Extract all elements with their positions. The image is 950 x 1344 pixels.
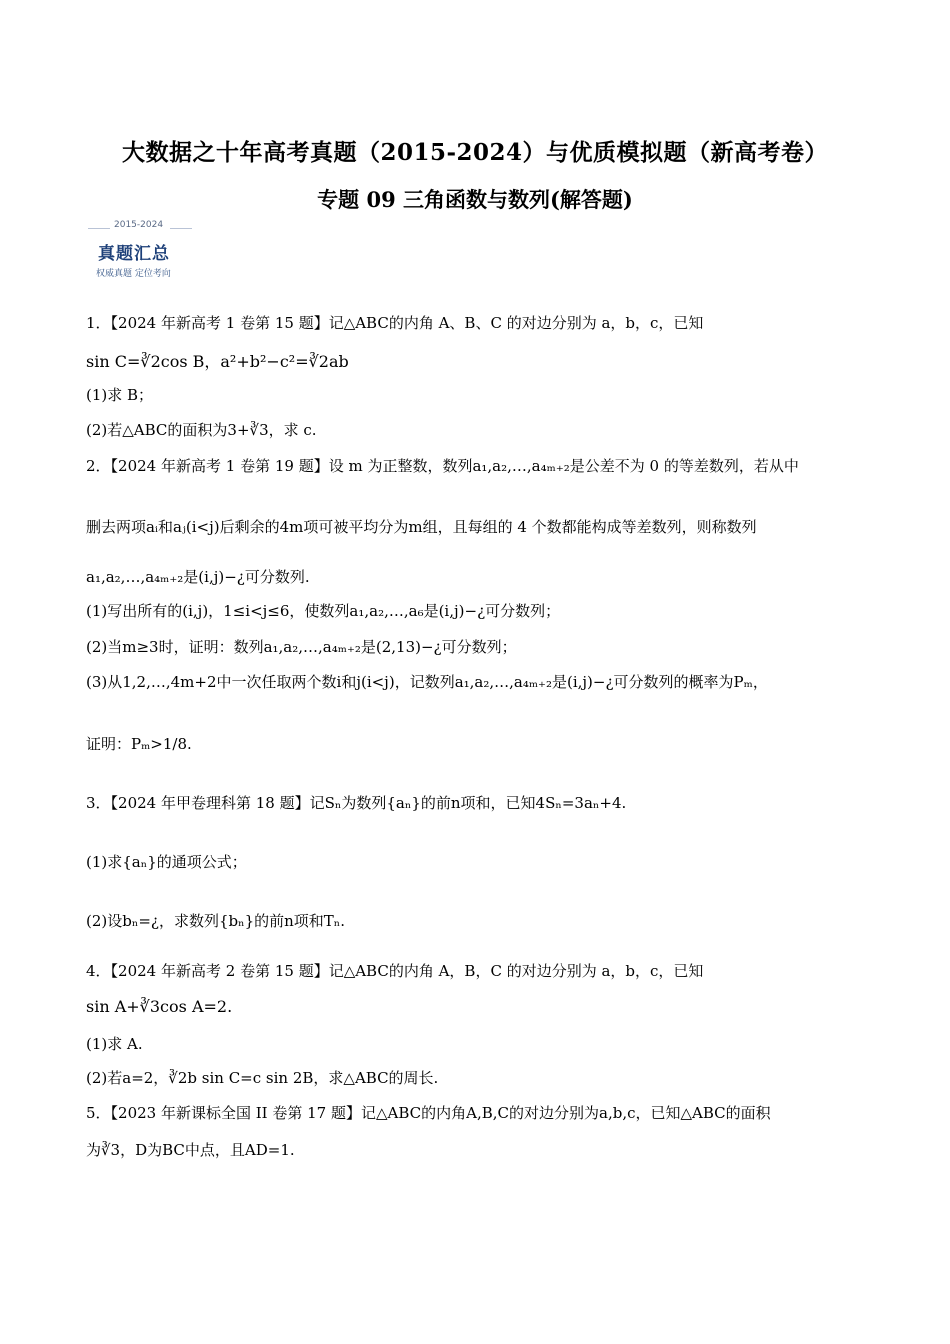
problem-3-part-1: (1)求{aₙ}的通项公式； xyxy=(86,853,247,871)
problem-2-stem: 2．【2024 年新高考 1 卷第 19 题】设 m 为正整数，数列a₁,a₂,…,a₄ₘ₊₂是公差不为 0 的等差数列，若从中 xyxy=(86,457,799,475)
problem-2-part-3-proof: 证明：Pₘ>1/8. xyxy=(86,735,192,753)
problem-1-part-1: (1)求 B； xyxy=(86,386,154,404)
problem-2-part-1: (1)写出所有的(i,j)，1≤i<j≤6，使数列a₁,a₂,…,a₆是(i,j)−¿可分数列； xyxy=(86,602,561,620)
problem-1-part-2: (2)若△ABC的面积为3+∛3，求 c. xyxy=(86,421,317,439)
problem-2-part-3: (3)从1,2,…,4m+2中一次任取两个数i和j(i<j)，记数列a₁,a₂,…,a₄ₘ₊₂是(i,j)−¿可分数列的概率为Pₘ， xyxy=(86,673,768,691)
problem-3-part-2: (2)设bₙ=¿，求数列{bₙ}的前n项和Tₙ. xyxy=(86,912,346,930)
problem-3-stem: 3．【2024 年甲卷理科第 18 题】记Sₙ为数列{aₙ}的前n项和，已知4Sₙ=3aₙ+4. xyxy=(86,794,627,812)
badge-rule-right xyxy=(170,228,192,229)
problem-4-part-2: (2)若a=2，∛2b sin C=c sin 2B，求△ABC的周长. xyxy=(86,1069,439,1087)
badge-subtitle: 权威真题 定位考向 xyxy=(96,269,171,279)
badge-years: 2015-2024 xyxy=(114,220,164,230)
problem-1-condition: sin C=∛2cos B，a²+b²−c²=∛2ab xyxy=(86,352,349,371)
problem-2-part-2: (2)当m≥3时，证明：数列a₁,a₂,…,a₄ₘ₊₂是(2,13)−¿可分数列； xyxy=(86,638,517,656)
problem-2-definition: a₁,a₂,…,a₄ₘ₊₂是(i,j)−¿可分数列. xyxy=(86,568,310,586)
section-badge xyxy=(88,220,198,282)
problem-4-part-1: (1)求 A. xyxy=(86,1035,143,1053)
problem-1-stem: 1．【2024 年新高考 1 卷第 15 题】记△ABC的内角 A、B、C 的对边分别为 a，b，c，已知 xyxy=(86,314,704,332)
page-subtitle: 专题 09 三角函数与数列(解答题) xyxy=(317,187,633,212)
badge-rule-left xyxy=(88,228,110,229)
problem-5-stem-cont: 为∛3，D为BC中点，且AD=1. xyxy=(86,1141,295,1159)
problem-4-stem: 4．【2024 年新高考 2 卷第 15 题】记△ABC的内角 A，B，C 的对边分别为 a，b，c，已知 xyxy=(86,962,704,980)
problem-4-condition: sin A+∛3cos A=2. xyxy=(86,997,233,1016)
page-title: 大数据之十年高考真题（2015-2024）与优质模拟题（新高考卷） xyxy=(121,139,829,166)
problem-5-stem: 5．【2023 年新课标全国 II 卷第 17 题】记△ABC的内角A,B,C的对边分别为a,b,c，已知△ABC的面积 xyxy=(86,1104,771,1122)
problem-2-stem-cont: 删去两项aᵢ和aⱼ(i<j)后剩余的4m项可被平均分为m组，且每组的 4 个数都能构成等差数列，则称数列 xyxy=(86,518,757,536)
badge-title: 真题汇总 xyxy=(98,244,170,264)
